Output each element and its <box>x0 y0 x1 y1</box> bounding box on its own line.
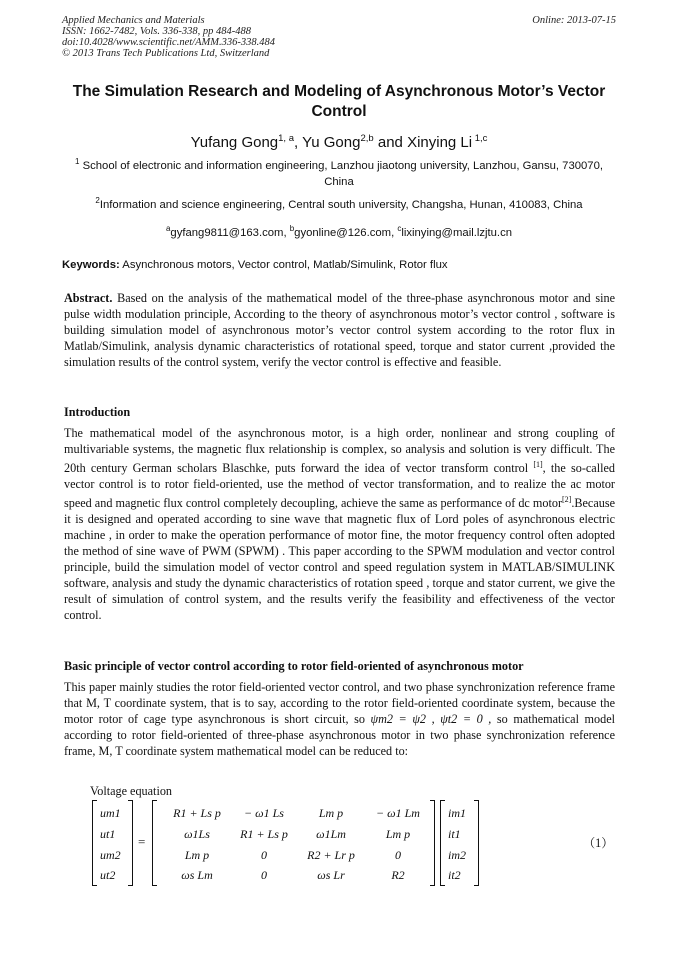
lhs-entry: ut1 <box>100 827 116 841</box>
matrix-cell: 0 <box>395 848 401 862</box>
matrix-cell: R2 <box>391 868 405 882</box>
abstract <box>64 290 615 370</box>
right-bracket <box>128 800 133 886</box>
citation-ref[interactable]: [1] <box>533 460 543 469</box>
matrix-cell: − ω1 Ls <box>244 806 284 820</box>
email-address: lixinying@mail.lzjtu.cn <box>401 226 513 239</box>
basic-text-1: This paper mainly studies the rotor field-oriented vector control, and two phase synchronization reference frame that M, T coordinate system, that is to say, according to the rotor field-oriented coordinate system, because the motor rotor of cage type asynchronous is short circuit, so <box>64 680 615 726</box>
rhs-entry: im1 <box>448 806 466 820</box>
introduction-paragraph <box>64 425 615 623</box>
email-sup: b <box>289 224 295 233</box>
copyright-line: © 2013 Trans Tech Publications Ltd, Switzerland <box>62 48 270 59</box>
matrix-cell: Lm p <box>318 806 344 820</box>
keywords-text: Asynchronous motors, Vector control, Matlab/Simulink, Rotor flux <box>122 259 448 271</box>
section-heading-introduction: Introduction <box>64 405 131 419</box>
paper-title: The Simulation Research and Modeling of Asynchronous Motor’s Vector Control <box>72 83 606 120</box>
matrix-cell: R1 + Ls p <box>173 806 221 820</box>
author-name: Yu Gong <box>302 134 361 151</box>
basic-text-2: so mathematical model according to rotor field-oriented of three-phase asynchronous motor in two phase synchronization reference frame, M, T coordinate system mathematical model can be reduced to: <box>64 712 616 758</box>
journal-name: Applied Mechanics and Materials <box>62 15 205 26</box>
email-address: gyfang9811@163.com <box>170 226 284 239</box>
intro-text-3: .Because it is designed and operated according to sine wave that magnetic flux of Lord poles of asynchronous electric machine , in order to make the operation performance of motor fine, the motor frequency control often adopted the method of sine wave of PWM (SPWM) . This paper according to the SPWM modulation and vector control principle, build the simulation model of vector control and speed regulation system in MATLAB/SIMULINK software, analysis and study the dynamic characteristics of rotation speed , torque and stator current, we give the result of simulation of control system, and the results verify the feasibility and effectiveness of the vector control. <box>64 496 615 623</box>
author-name: Yufang Gong <box>190 134 279 151</box>
matrix-cell: Lm p <box>385 827 411 841</box>
right-bracket <box>430 800 435 886</box>
matrix-cell: 0 <box>261 848 267 862</box>
author-separator: , <box>294 134 303 151</box>
voltage-equation-label: Voltage equation <box>90 784 173 798</box>
equals-sign: = <box>138 834 146 849</box>
left-bracket <box>92 800 97 886</box>
affiliation-sup: 2 <box>95 196 100 205</box>
citation-ref[interactable]: [2] <box>562 495 572 505</box>
matrix-cell: ωs Lm <box>181 868 213 882</box>
keywords-label: Keywords: <box>62 259 120 271</box>
inline-equation: ψm2 = ψ2 , <box>370 712 435 726</box>
equation-number: （1） <box>583 836 614 850</box>
author-sup: 2,b <box>360 133 374 144</box>
lhs-entry: um1 <box>100 806 121 820</box>
inline-equation: ψt2 = 0 , <box>440 712 492 726</box>
abstract-text: Based on the analysis of the mathematical model of the three-phase asynchronous motor and sine pulse width modulation principle, According to the theory of asynchronous motor’s vector control , software is building simulation model of asynchronous motor’s vector control system according to the rotor flux in Matlab/Simulink, analysis dynamic characteristics of rotational speed, torque and stator current ,provided the simulation results of the control system, verify the vector control is effective and feasible. <box>64 291 615 369</box>
matrix-cell: ω1Ls <box>184 827 210 841</box>
matrix-cell: ω1Lm <box>316 827 346 841</box>
matrix-cell: 0 <box>261 868 267 882</box>
email-separator: , <box>283 226 290 239</box>
doi-line: doi:10.4028/www.scientific.net/AMM.336-338.484 <box>62 37 275 48</box>
affiliation-2 <box>62 193 616 213</box>
rhs-entry: it2 <box>448 868 461 882</box>
matrix-cell: R1 + Ls p <box>240 827 288 841</box>
email-address: gyonline@126.com <box>294 226 392 239</box>
online-date: Online: 2013-07-15 <box>532 15 616 26</box>
matrix-cell: Lm p <box>184 848 210 862</box>
right-bracket <box>474 800 479 886</box>
intro-text-1: The mathematical model of the asynchronous motor, is a high order, nonlinear and strong coupling of multivariable systems, the magnetic flux relationship is complex, so analysis and solution is very difficult. The 20th century German scholars Blaschke, puts forward the idea of vector transform control <box>64 426 615 476</box>
email-sup: c <box>397 224 402 233</box>
email-list <box>62 221 616 241</box>
lhs-entry: um2 <box>100 848 121 862</box>
email-separator: , <box>391 226 398 239</box>
intro-text-2: , the so-called vector control is to rotor field-oriented, use the method of vector transformation, and to realize the ac motor speed and magnetic flux control completely decoupling, achieve the same as performance of dc motor <box>64 461 615 511</box>
keywords <box>62 258 616 272</box>
affiliation-1 <box>62 154 616 190</box>
author-sup: 1,c <box>472 133 488 144</box>
left-bracket <box>152 800 157 886</box>
voltage-equation-matrix <box>90 800 510 884</box>
section-heading-basic-principle: Basic principle of vector control according to rotor field-oriented of asynchronous motor <box>64 659 524 673</box>
affiliation-text: School of electronic and information engineering, Lanzhou jiaotong university, Lanzhou, Gansu, 730070, China <box>82 159 604 188</box>
lhs-entry: ut2 <box>100 868 116 882</box>
rhs-entry: it1 <box>448 827 461 841</box>
abstract-label: Abstract. <box>64 291 113 305</box>
email-sup: a <box>165 224 171 233</box>
author-separator: and <box>373 134 408 151</box>
journal-header <box>62 15 616 59</box>
author-name: Xinying Li <box>407 134 473 151</box>
issn-line: ISSN: 1662-7482, Vols. 336-338, pp 484-488 <box>62 26 251 37</box>
matrix-cell: − ω1 Lm <box>376 806 420 820</box>
basic-principle-paragraph <box>64 679 615 759</box>
left-bracket <box>440 800 445 886</box>
rhs-entry: im2 <box>448 848 466 862</box>
author-sup: 1, a <box>278 133 294 144</box>
affiliation-text: Information and science engineering, Central south university, Changsha, Hunan, 410083, China <box>99 198 583 211</box>
author-list <box>62 130 616 152</box>
affiliation-sup: 1 <box>74 157 80 166</box>
matrix-cell: ωs Lr <box>317 868 345 882</box>
matrix-cell: R2 + Lr p <box>307 848 355 862</box>
